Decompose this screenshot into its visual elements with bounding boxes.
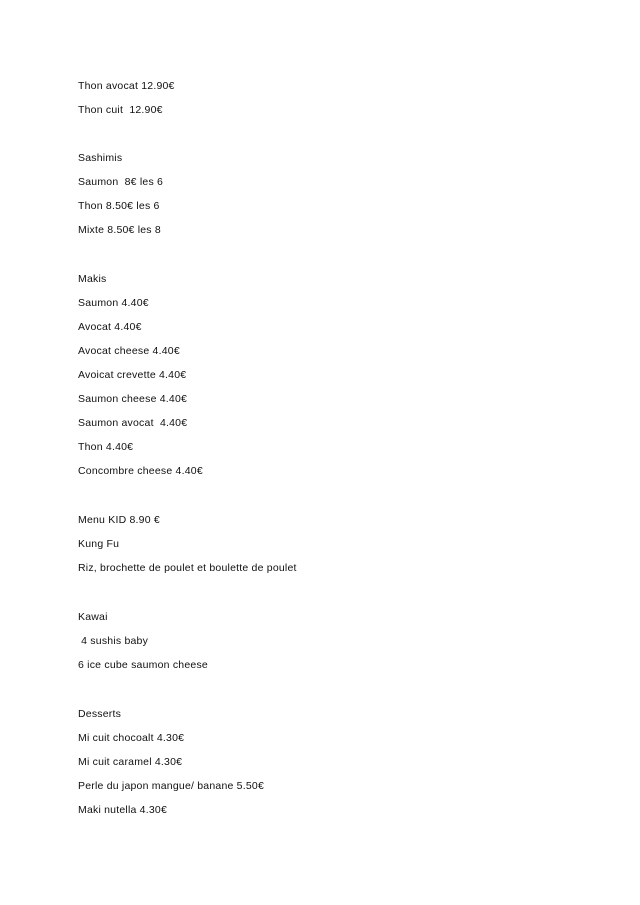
- menu-item-perle-du-japon: Perle du japon mangue/ banane 5.50€: [78, 780, 264, 792]
- section-heading-desserts: Desserts: [78, 708, 122, 720]
- menu-subheading-kawai: Kawai: [78, 611, 108, 623]
- menu-item-mi-cuit-caramel: Mi cuit caramel 4.30€: [78, 756, 183, 768]
- section-heading-sashimis: Sashimis: [78, 152, 123, 164]
- menu-item-maki-concombre-cheese: Concombre cheese 4.40€: [78, 465, 203, 477]
- menu-item-kawai-ice-cube: 6 ice cube saumon cheese: [78, 659, 208, 671]
- menu-item-maki-avocat: Avocat 4.40€: [78, 321, 142, 333]
- section-heading-makis: Makis: [78, 273, 107, 285]
- menu-item-maki-avocat-cheese: Avocat cheese 4.40€: [78, 345, 180, 357]
- menu-item-maki-saumon-avocat: Saumon avocat 4.40€: [78, 417, 188, 429]
- menu-item-kung-fu-description: Riz, brochette de poulet et boulette de poulet: [78, 562, 297, 574]
- menu-item-thon-cuit: Thon cuit 12.90€: [78, 104, 163, 116]
- section-heading-menu-kid: Menu KID 8.90 €: [78, 514, 160, 526]
- menu-item-kawai-sushis-baby: 4 sushis baby: [78, 635, 149, 647]
- menu-item-thon-avocat: Thon avocat 12.90€: [78, 80, 175, 92]
- menu-item-maki-nutella: Maki nutella 4.30€: [78, 804, 168, 816]
- menu-item-sashimi-thon: Thon 8.50€ les 6: [78, 200, 160, 212]
- menu-item-sashimi-saumon: Saumon 8€ les 6: [78, 176, 164, 188]
- menu-item-maki-saumon: Saumon 4.40€: [78, 297, 149, 309]
- menu-item-maki-saumon-cheese: Saumon cheese 4.40€: [78, 393, 188, 405]
- menu-item-maki-avocat-crevette: Avoicat crevette 4.40€: [78, 369, 187, 381]
- menu-item-sashimi-mixte: Mixte 8.50€ les 8: [78, 224, 161, 236]
- menu-item-maki-thon: Thon 4.40€: [78, 441, 134, 453]
- menu-item-mi-cuit-chocolat: Mi cuit chocoalt 4.30€: [78, 732, 185, 744]
- menu-subheading-kung-fu: Kung Fu: [78, 538, 120, 550]
